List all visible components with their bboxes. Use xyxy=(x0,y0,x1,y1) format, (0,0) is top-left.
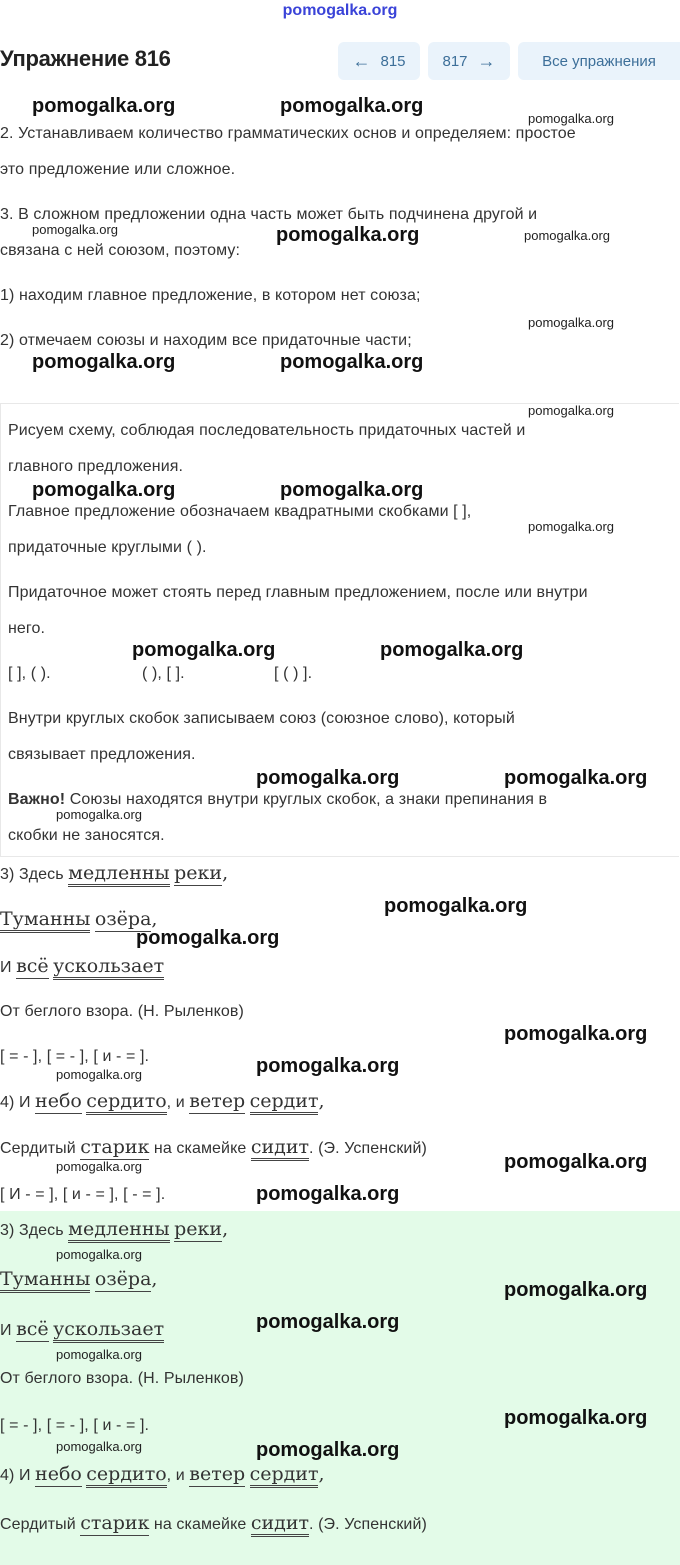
subject-word: старик xyxy=(80,1512,150,1534)
subject-word: озёра xyxy=(94,1268,152,1290)
subject-word: небо xyxy=(35,1090,82,1112)
watermark: pomogalka.org xyxy=(504,1279,648,1301)
comma: , xyxy=(318,1090,325,1112)
answer-4-line-2 xyxy=(0,1136,427,1158)
arrow-right-icon: → xyxy=(477,50,496,71)
all-exercises-button[interactable] xyxy=(518,42,680,80)
answer-3-line-2-highlight xyxy=(0,1268,157,1290)
watermark: pomogalka.org xyxy=(280,351,424,373)
comma: , xyxy=(318,1463,325,1485)
prev-exercise-button[interactable] xyxy=(338,42,420,80)
watermark: pomogalka.org xyxy=(504,1407,648,1429)
scheme-example-3: [ ( ) ]. xyxy=(274,665,313,682)
word: Сердитый xyxy=(0,1516,76,1533)
watermark: pomogalka.org xyxy=(256,767,400,789)
step-3-line-2: связана с ней союзом, поэтому: xyxy=(0,242,241,259)
answer-3-number: 3) Здесь xyxy=(0,866,64,883)
watermark: pomogalka.org xyxy=(56,1067,142,1082)
predicate-word: сердито xyxy=(86,1090,166,1115)
prev-exercise-label: 815 xyxy=(380,52,406,70)
watermark: pomogalka.org xyxy=(32,351,176,373)
predicate-word: ускользает xyxy=(53,955,164,980)
answer-3-line-4: От беглого взора. (Н. Рыленков) xyxy=(0,1003,244,1020)
watermark: pomogalka.org xyxy=(280,479,424,501)
answer-3-scheme: [ = - ], [ = - ], [ и - = ]. xyxy=(0,1048,150,1065)
subject-word: всё xyxy=(16,955,49,977)
watermark: pomogalka.org xyxy=(132,639,276,661)
watermark: pomogalka.org xyxy=(504,1151,648,1173)
comma: , xyxy=(222,1218,229,1240)
watermark: pomogalka.org xyxy=(256,1311,400,1333)
predicate-word: сидит xyxy=(251,1136,309,1161)
subject-word: реки xyxy=(174,1218,223,1240)
answer-3-scheme-highlight: [ = - ], [ = - ], [ и - = ]. xyxy=(0,1417,150,1434)
watermark: pomogalka.org xyxy=(56,1159,142,1174)
conjunction: , и xyxy=(166,1094,185,1111)
tip-line-9: скобки не заносятся. xyxy=(8,827,165,844)
subject-word: ветер xyxy=(189,1463,246,1485)
answer-4-line-1-highlight xyxy=(0,1463,325,1485)
conjunction: И xyxy=(0,1322,12,1339)
predicate-word: медленны xyxy=(68,862,170,887)
subject-word: реки xyxy=(174,862,223,884)
answer-4-number: 4) И xyxy=(0,1467,31,1484)
watermark: pomogalka.org xyxy=(276,224,420,246)
watermark: pomogalka.org xyxy=(56,807,142,822)
all-exercises-label: Все упражнения xyxy=(542,52,656,70)
answer-4-number: 4) И xyxy=(0,1094,31,1111)
watermark: pomogalka.org xyxy=(524,228,610,243)
author: . (Э. Успенский) xyxy=(309,1516,427,1533)
page-title: Упражнение 816 xyxy=(0,46,171,71)
subject-word: небо xyxy=(35,1463,82,1485)
subject-word: ветер xyxy=(189,1090,246,1112)
next-exercise-button[interactable] xyxy=(428,42,510,80)
watermark: pomogalka.org xyxy=(32,222,118,237)
watermark: pomogalka.org xyxy=(528,403,614,418)
answer-4-line-2-highlight xyxy=(0,1512,427,1534)
answer-3-line-3 xyxy=(0,955,164,977)
subject-word: старик xyxy=(80,1136,150,1158)
predicate-word: сидит xyxy=(251,1512,309,1537)
watermark: pomogalka.org xyxy=(528,315,614,330)
watermark: pomogalka.org xyxy=(56,1347,142,1362)
watermark: pomogalka.org xyxy=(32,95,176,117)
answer-3-line-4-highlight: От беглого взора. (Н. Рыленков) xyxy=(0,1370,244,1387)
arrow-left-icon: ← xyxy=(352,50,371,71)
watermark: pomogalka.org xyxy=(32,479,176,501)
watermark: pomogalka.org xyxy=(56,1247,142,1262)
answer-3-line-3-highlight xyxy=(0,1318,164,1340)
comma: , xyxy=(151,908,158,930)
step-2-line-1: 2. Устанавливаем количество грамматических основ и определяем: простое xyxy=(0,125,576,142)
conjunction: , и xyxy=(166,1467,185,1484)
tip-line-5: Придаточное может стоять перед главным предложением, после или внутри xyxy=(8,584,588,601)
predicate-word: ускользает xyxy=(53,1318,164,1343)
tip-line-4: придаточные круглыми ( ). xyxy=(8,539,207,556)
predicate-word: Туманны xyxy=(0,1268,90,1293)
comma: , xyxy=(151,1268,158,1290)
watermark: pomogalka.org xyxy=(56,1439,142,1454)
predicate-word: Туманны xyxy=(0,908,90,933)
tip-line-1: Рисуем схему, соблюдая последовательность придаточных частей и xyxy=(8,422,526,439)
answer-4-scheme: [ И - = ], [ и - = ], [ - = ]. xyxy=(0,1186,166,1203)
tip-line-8: связывает предложения. xyxy=(8,746,196,763)
predicate-word: сердито xyxy=(86,1463,166,1488)
watermark: pomogalka.org xyxy=(256,1055,400,1077)
tip-line-3: Главное предложение обозначаем квадратными скобками [ ], xyxy=(8,503,472,520)
answer-4-line-1 xyxy=(0,1090,325,1112)
watermark: pomogalka.org xyxy=(384,895,528,917)
subject-word: всё xyxy=(16,1318,49,1340)
tip-line-7: Внутри круглых скобок записываем союз (союзное слово), который xyxy=(8,710,515,727)
watermark: pomogalka.org xyxy=(504,767,648,789)
step-2-line-2: это предложение или сложное. xyxy=(0,161,236,178)
predicate-word: сердит xyxy=(250,1090,319,1115)
step-3-line-1: 3. В сложном предложении одна часть может быть подчинена другой и xyxy=(0,206,538,223)
scheme-example-2: ( ), [ ]. xyxy=(142,665,185,682)
predicate-word: сердит xyxy=(250,1463,319,1488)
conjunction: И xyxy=(0,959,12,976)
watermark: pomogalka.org xyxy=(256,1439,400,1461)
word: Сердитый xyxy=(0,1140,76,1157)
comma: , xyxy=(222,862,229,884)
site-logo[interactable]: pomogalka.org xyxy=(282,2,398,19)
watermark: pomogalka.org xyxy=(528,111,614,126)
important-label: Важно! xyxy=(8,791,66,808)
predicate-word: медленны xyxy=(68,1218,170,1243)
watermark: pomogalka.org xyxy=(136,927,280,949)
watermark: pomogalka.org xyxy=(528,519,614,534)
scheme-example-1: [ ], ( ). xyxy=(8,665,51,682)
watermark: pomogalka.org xyxy=(380,639,524,661)
subject-word: озёра xyxy=(94,908,152,930)
substep-1: 1) находим главное предложение, в котором нет союза; xyxy=(0,287,421,304)
next-exercise-label: 817 xyxy=(442,52,468,70)
answer-3-number: 3) Здесь xyxy=(0,1222,64,1239)
watermark: pomogalka.org xyxy=(280,95,424,117)
tip-line-6: него. xyxy=(8,620,46,637)
answer-3-line-1 xyxy=(0,862,228,884)
substep-2: 2) отмечаем союзы и находим все придаточные части; xyxy=(0,332,412,349)
watermark: pomogalka.org xyxy=(256,1183,400,1205)
word: на скамейке xyxy=(153,1516,247,1533)
watermark: pomogalka.org xyxy=(504,1023,648,1045)
author: . (Э. Успенский) xyxy=(309,1140,427,1157)
answer-3-line-2 xyxy=(0,908,157,930)
answer-3-line-1-highlight xyxy=(0,1218,228,1240)
tip-line-2: главного предложения. xyxy=(8,458,184,475)
word: на скамейке xyxy=(153,1140,247,1157)
important-text: Союзы находятся внутри круглых скобок, а знаки препинания в xyxy=(65,791,548,808)
